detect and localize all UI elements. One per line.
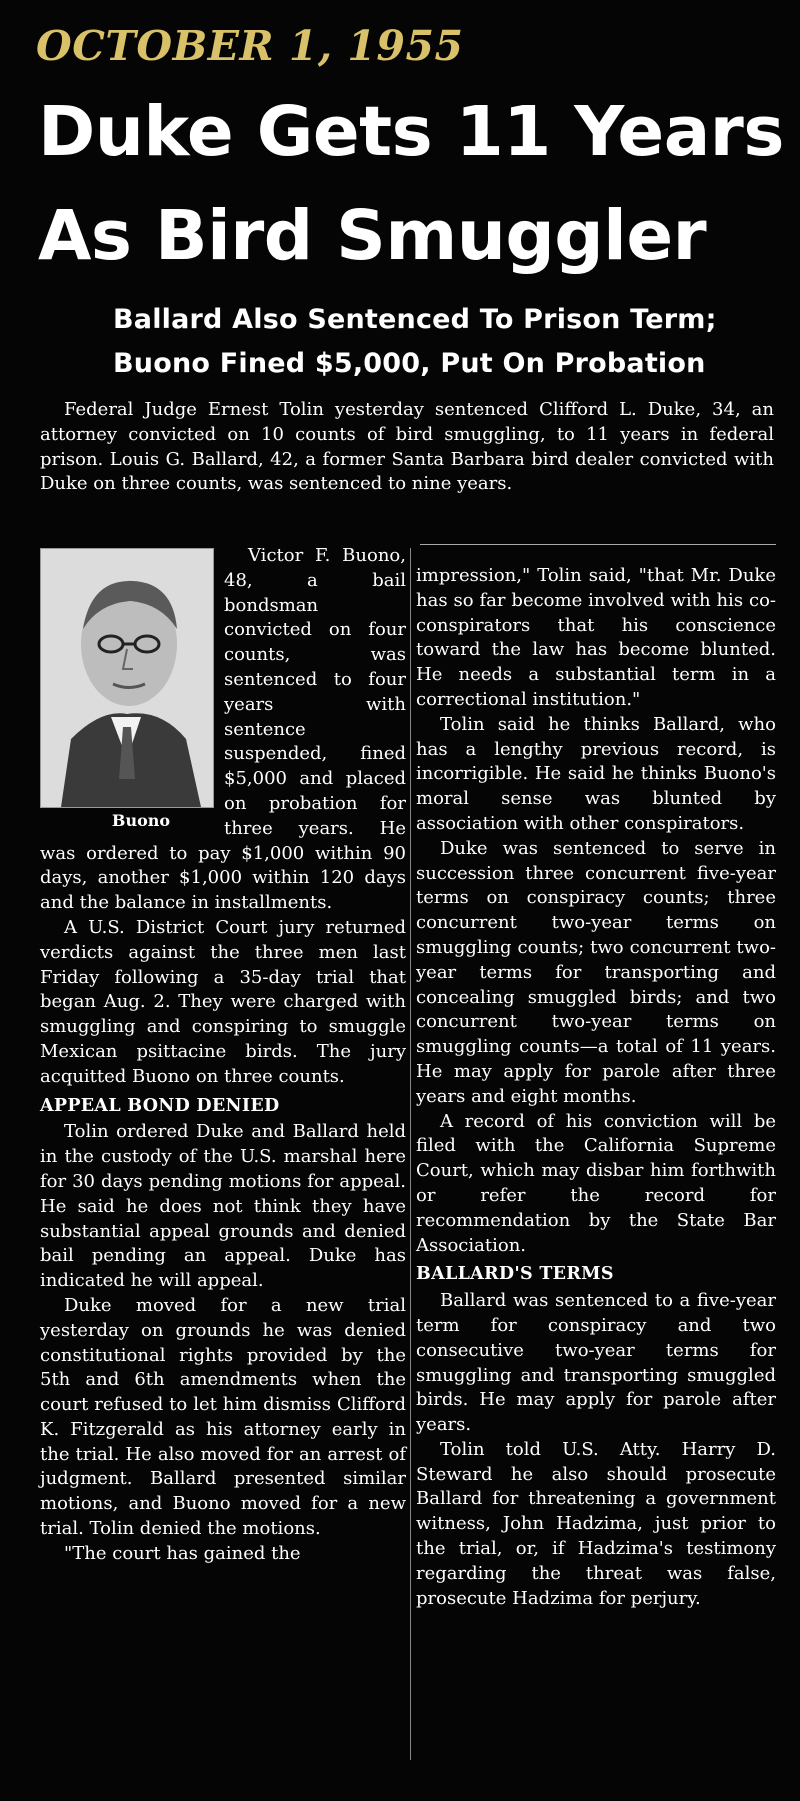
left-paragraph-intro xyxy=(40,544,406,916)
buono-portrait-photo xyxy=(40,548,214,808)
lead-paragraph-block xyxy=(40,398,774,497)
right-paragraph-3: Duke was sentenced to serve in succession three concurrent five-year terms on conspiracy counts; three concurrent two-year terms on smuggling counts; two concurrent two-year terms for transporting and concealing smuggled birds; and two concurrent two-year terms on smuggling counts—a total of 11 years. He may apply for parole after three years and eight months. xyxy=(416,837,776,1107)
subheadline-line-1: Ballard Also Sentenced To Prison Term; xyxy=(113,304,717,335)
right-paragraph-1: impression," Tolin said, "that Mr. Duke has so far become involved with his co-conspirators that his conscience toward the law has become blunted. He needs a substantial term in a correctional institution." xyxy=(416,565,776,710)
column-top-rule xyxy=(420,544,776,545)
photo-figure xyxy=(40,548,218,832)
left-column xyxy=(40,544,406,1567)
right-paragraph-2: Tolin said he thinks Ballard, who has a lengthy previous record, is incorrigible. He said he thinks Buono's moral sense was blunted by association with other conspirators. xyxy=(416,713,776,834)
subhead-appeal-bond: APPEAL BOND DENIED xyxy=(40,1095,280,1116)
left-paragraph-1: Victor F. Buono, 48, a bail bondsman convicted on four counts, was sentenced to four years with sentence suspended, fined $5,000 and placed on probation for three years. He was ordered to pay $1,000 within 90 days, another $1,000 within 120 days and the balance in installments. xyxy=(40,545,406,914)
left-paragraph-3: Tolin ordered Duke and Ballard held in the custody of the U.S. marshal here for 30 days pending motions for appeal. He said he does not think they have substantial appeal grounds and denied bail pending an appeal. Duke has indicated he will appeal. xyxy=(40,1121,406,1292)
subheadline-line-2: Buono Fined $5,000, Put On Probation xyxy=(113,348,706,379)
headline-line-1: Duke Gets 11 Years xyxy=(38,92,784,172)
left-paragraph-5: "The court has gained the xyxy=(64,1542,301,1564)
right-paragraph-5: Ballard was sentenced to a five-year term for conspiracy and two consecutive two-year terms for smuggling and transporting smuggled birds. He may apply for parole after years. xyxy=(416,1290,776,1436)
lead-paragraph: Federal Judge Ernest Tolin yesterday sentenced Clifford L. Duke, 34, an attorney convicted on 10 counts of bird smuggling, to 11 years in federal prison. Louis G. Ballard, 42, a former Santa Barbara bird dealer convicted with Duke on three counts, was sentenced to nine years. xyxy=(40,399,774,495)
publication-date: OCTOBER 1, 1955 xyxy=(36,22,464,70)
left-paragraph-4: Duke moved for a new trial yesterday on grounds he was denied constitutional rights provided by the 5th and 6th amendments when the court refused to let him dismiss Clifford K. Fitzgerald as his attorney early in the trial. He also moved for an arrest of judgment. Ballard presented similar motions, and Buono moved for a new trial. Tolin denied the motions. xyxy=(40,1294,406,1540)
left-paragraph-2: A U.S. District Court jury returned verdicts against the three men last Friday following a 35-day trial that began Aug. 2. They were charged with smuggling and conspiring to smuggle Mexican psittacine birds. The jury acquitted Buono on three counts. xyxy=(40,916,406,1087)
right-paragraph-6: Tolin told U.S. Atty. Harry D. Steward he also should prosecute Ballard for threatening a government witness, John Hadzima, just prior to the trial, or, if Hadzima's testimony regarding the threat was false, prosecute Hadzima for perjury. xyxy=(416,1438,776,1609)
right-column xyxy=(416,564,776,1611)
column-divider xyxy=(410,548,411,1760)
photo-caption: Buono xyxy=(111,811,171,830)
right-paragraph-4: A record of his conviction will be filed with the California Supreme Court, which may disbar him forthwith or refer the record for recommendation by the State Bar Association. xyxy=(416,1110,776,1256)
headline-line-2: As Bird Smuggler xyxy=(38,196,707,276)
subhead-ballards-terms: BALLARD'S TERMS xyxy=(416,1264,614,1285)
